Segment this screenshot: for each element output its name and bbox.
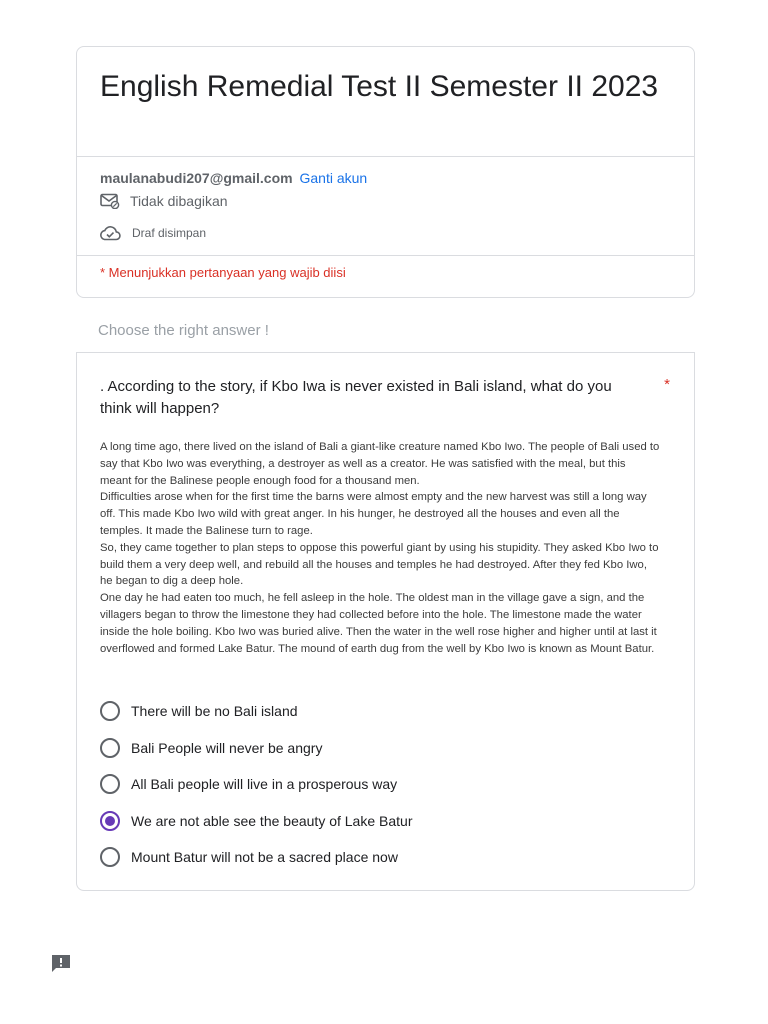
story-paragraph: Difficulties arose when for the first time the barns were almost empty and the new harvest was still a long way off. This made Kbo Iwo wild with great anger. In his hunger, he destroyed all the houses and even all the temples. It made the Balinese turn to rage.	[100, 491, 647, 537]
story-paragraph: A long time ago, there lived on the island of Bali a giant-like creature named Kbo Iwo. The people of Bali used to say that Kbo Iwo was everything, a destroyer as well as a creator. He was satisfied with the meal, but this meant for the Balinese people enough food for a thousand men.	[100, 441, 660, 487]
radio-button[interactable]	[100, 847, 120, 867]
form-header-card	[76, 46, 695, 298]
question-title: . According to the story, if Kbo Iwa is never existed in Bali island, what do you think will happen?	[100, 378, 612, 417]
story-paragraph: So, they came together to plan steps to oppose this powerful giant by using his stupidity. They asked Kbo Iwo to build them a very deep well, and rebuild all the houses and temples he had destroyed. After they fed Kbo Iwo, he began to dig a deep hole.	[100, 541, 659, 588]
switch-account-link[interactable]: Ganti akun	[299, 170, 368, 186]
option-prosperous[interactable]	[100, 766, 412, 803]
option-lake-batur[interactable]	[100, 803, 412, 840]
story-paragraph: One day he had eaten too much, he fell asleep in the hole. The oldest man in the village gave a sign, and the villagers began to throw the limestone they had collected before into the hole. The limestone made the water inside the hole boiling. Kbo Iwo was buried alive. Then the water in the well rose higher and higher until at last it overflowed and formed Lake Batur. The mound of earth dug from the well by Kbo Iwo is known as Mount Batur.	[100, 592, 657, 655]
option-never-angry[interactable]	[100, 730, 412, 767]
radio-button[interactable]	[100, 774, 120, 794]
option-label: All Bali people will live in a prosperous way	[131, 776, 398, 793]
option-no-bali-island[interactable]	[100, 693, 412, 730]
shared-status-text: Tidak dibagikan	[130, 193, 228, 209]
account-email: maulanabudi207@gmail.com	[100, 170, 293, 186]
radio-button[interactable]	[100, 811, 120, 831]
option-label: We are not able see the beauty of Lake Batur	[131, 812, 413, 829]
radio-button[interactable]	[100, 701, 120, 721]
draft-status-text: Draf disimpan	[132, 226, 207, 240]
feedback-icon[interactable]	[50, 953, 72, 973]
option-label: There will be no Bali island	[131, 703, 298, 720]
option-label: Bali People will never be angry	[131, 739, 323, 756]
answer-options	[100, 693, 412, 876]
option-mount-batur[interactable]	[100, 839, 412, 876]
shared-status-row	[99, 192, 228, 210]
draft-status-row	[99, 224, 206, 242]
account-row	[100, 168, 367, 188]
option-label: Mount Batur will not be a sacred place now	[131, 849, 398, 866]
section-description: Choose the right answer !	[98, 322, 269, 339]
story-image-text	[100, 439, 660, 657]
mail-shared-icon	[99, 192, 121, 210]
cloud-check-icon	[99, 224, 121, 242]
radio-button[interactable]	[100, 738, 120, 758]
form-title: English Remedial Test II Semester II 2023	[100, 70, 659, 103]
required-asterisk: *	[664, 376, 670, 393]
question-card	[76, 352, 695, 891]
form-title-area	[77, 47, 694, 157]
required-note: * Menunjukkan pertanyaan yang wajib diisi	[100, 265, 346, 280]
